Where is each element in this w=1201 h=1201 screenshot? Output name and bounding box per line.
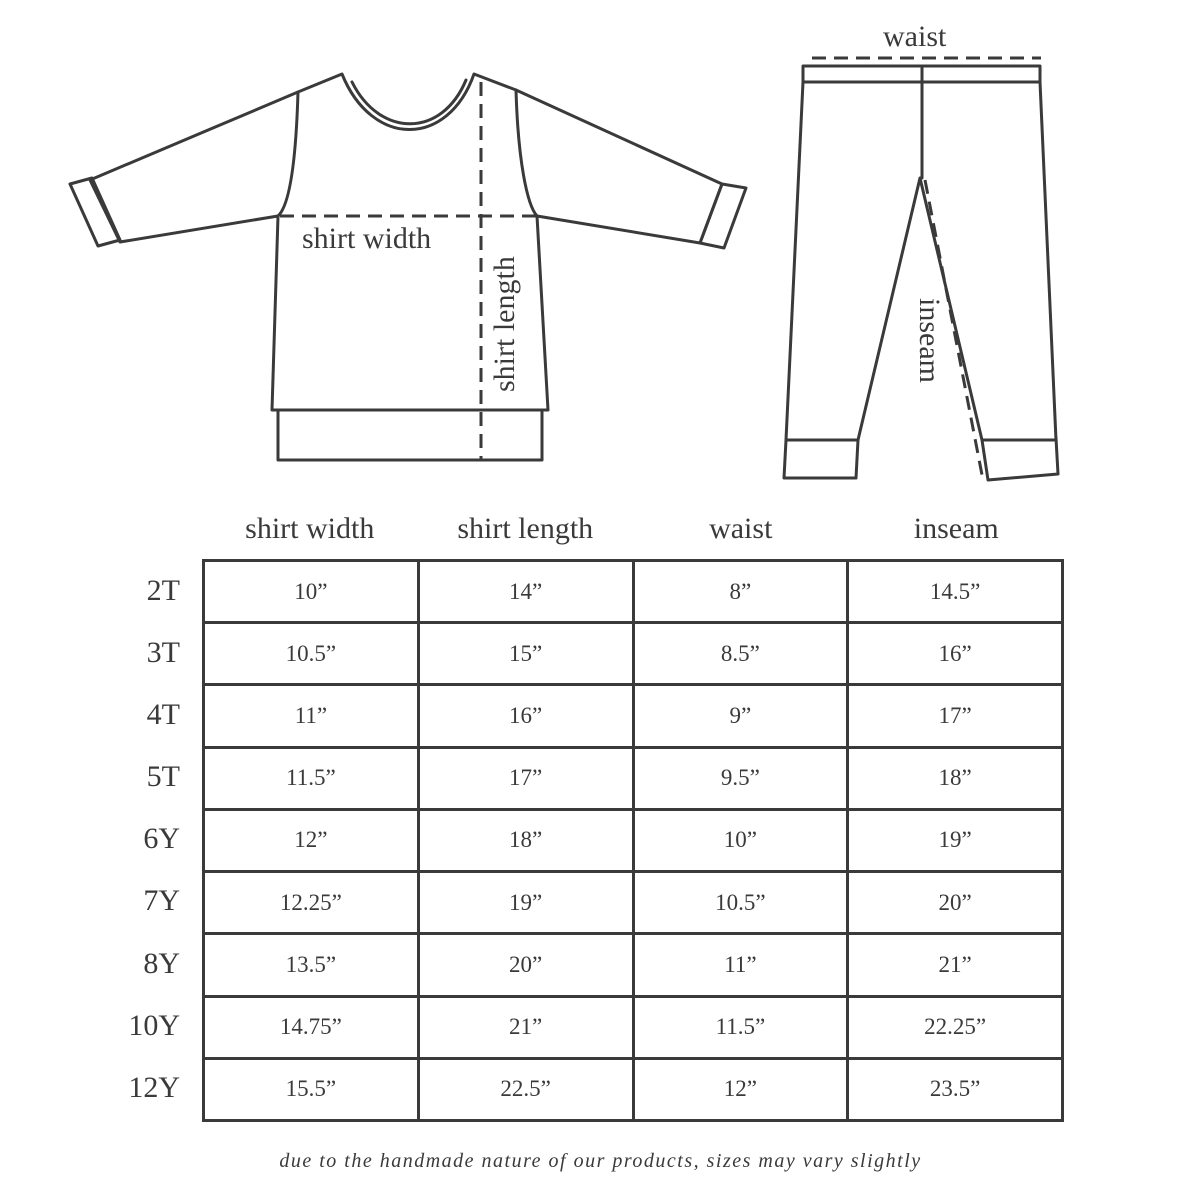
table-cell: 12.25” — [204, 872, 419, 934]
table-cell: 17” — [848, 685, 1063, 747]
table-row — [204, 934, 1063, 996]
table-cell: 11” — [633, 934, 848, 996]
size-label: 7Y — [143, 884, 180, 918]
table-cell: 16” — [418, 685, 633, 747]
table-cell: 11.5” — [633, 996, 848, 1058]
size-label: 5T — [146, 760, 180, 794]
table-cell: 17” — [418, 747, 633, 809]
table-cell: 15” — [418, 623, 633, 685]
size-table — [202, 559, 1064, 1122]
table-cell: 16” — [848, 623, 1063, 685]
table-cell: 14” — [418, 561, 633, 623]
sizing-disclaimer: due to the handmade nature of our products, sizes may vary slightly — [279, 1150, 922, 1172]
table-cell: 14.5” — [848, 561, 1063, 623]
table-cell: 11” — [204, 685, 419, 747]
column-header-waist: waist — [709, 512, 773, 545]
table-cell: 8.5” — [633, 623, 848, 685]
inseam-label: inseam — [913, 298, 946, 383]
shirt-length-label: shirt length — [488, 256, 521, 392]
table-cell: 23.5” — [848, 1058, 1063, 1120]
size-row-labels — [100, 560, 180, 1119]
table-row — [204, 685, 1063, 747]
table-cell: 19” — [848, 809, 1063, 871]
garment-illustrations — [0, 0, 1201, 500]
shirt-width-label: shirt width — [302, 222, 432, 255]
table-cell: 9” — [633, 685, 848, 747]
size-label: 2T — [146, 574, 180, 607]
shirt-illustration — [70, 74, 746, 460]
table-cell: 22.25” — [848, 996, 1063, 1058]
table-cell: 8” — [633, 561, 848, 623]
table-cell: 21” — [418, 996, 633, 1058]
table-row — [204, 1058, 1063, 1120]
table-cell: 10.5” — [204, 623, 419, 685]
table-cell: 11.5” — [204, 747, 419, 809]
table-cell: 19” — [418, 872, 633, 934]
size-label: 10Y — [128, 1008, 180, 1042]
table-row — [204, 872, 1063, 934]
table-row — [204, 809, 1063, 871]
column-header-shirt-length: shirt length — [457, 512, 594, 545]
table-cell: 10” — [633, 809, 848, 871]
table-column-headers — [202, 508, 1064, 550]
table-cell: 15.5” — [204, 1058, 419, 1120]
waist-label: waist — [883, 20, 947, 53]
table-cell: 18” — [418, 809, 633, 871]
table-cell: 20” — [418, 934, 633, 996]
table-cell: 12” — [633, 1058, 848, 1120]
column-header-shirt-width: shirt width — [245, 512, 375, 545]
table-row — [204, 996, 1063, 1058]
size-label: 12Y — [128, 1070, 180, 1104]
table-cell: 10.5” — [633, 872, 848, 934]
size-label: 8Y — [143, 946, 180, 980]
table-cell: 22.5” — [418, 1058, 633, 1120]
table-cell: 12” — [204, 809, 419, 871]
table-cell: 20” — [848, 872, 1063, 934]
table-cell: 10” — [204, 561, 419, 623]
table-cell: 9.5” — [633, 747, 848, 809]
table-cell: 18” — [848, 747, 1063, 809]
table-row — [204, 747, 1063, 809]
pants-illustration — [784, 20, 1058, 480]
table-cell: 21” — [848, 934, 1063, 996]
table-cell: 13.5” — [204, 934, 419, 996]
size-label: 6Y — [143, 822, 180, 856]
column-header-inseam: inseam — [913, 512, 999, 545]
table-cell: 14.75” — [204, 996, 419, 1058]
size-label: 4T — [146, 698, 180, 732]
table-row — [204, 561, 1063, 623]
table-row — [204, 623, 1063, 685]
size-label: 3T — [146, 636, 180, 670]
